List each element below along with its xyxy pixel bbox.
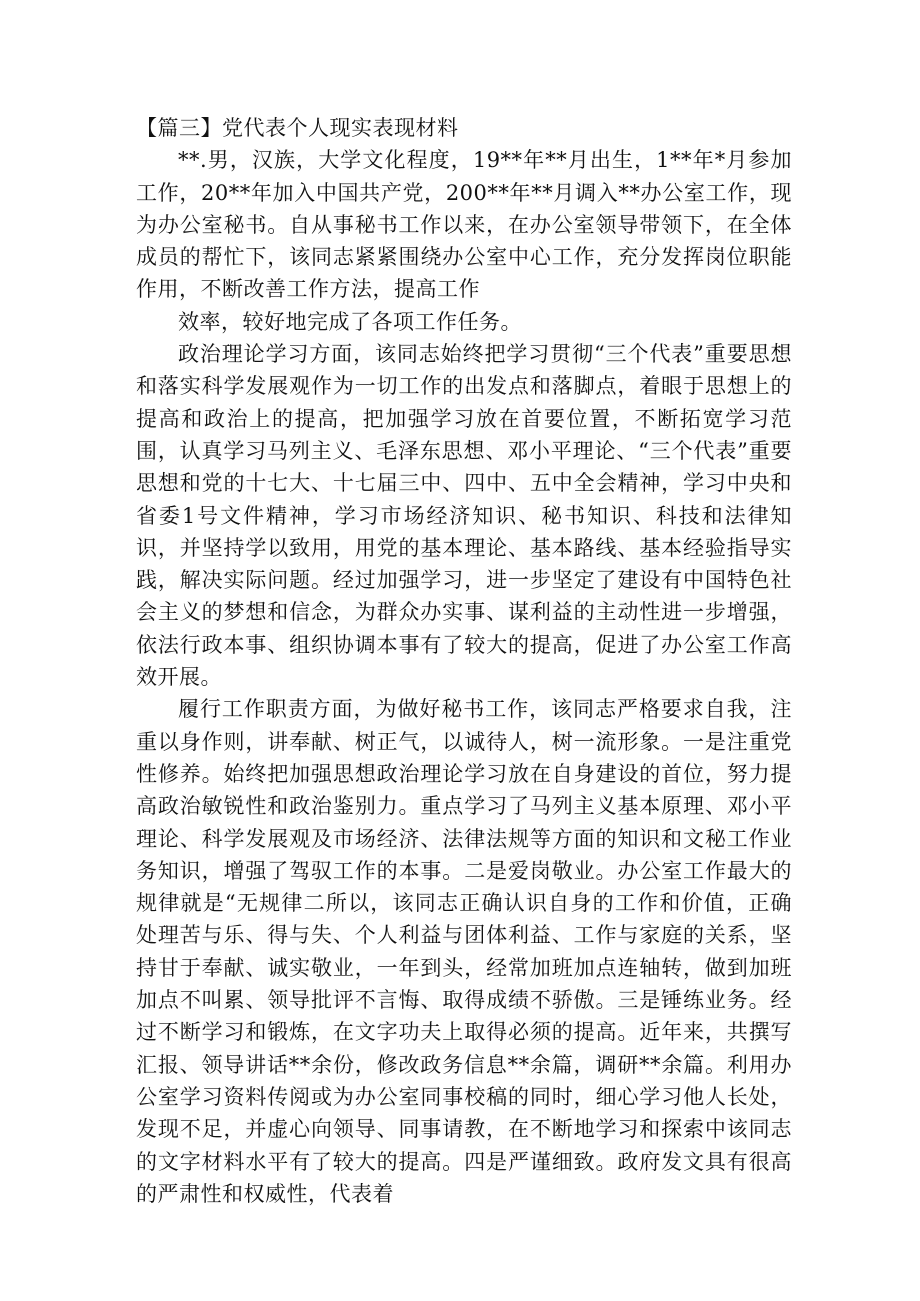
paragraph-intro-continued: 效率，较好地完成了各项工作任务。 — [178, 309, 522, 334]
paragraph-political-study: 政治理论学习方面，该同志始终把学习贯彻“三个代表”重要思想和落实科学发展观作为一切工作的出发点和落脚点，着眼于思想上的提高和政治上的提高，把加强学习放在首要位置，不断拓宽学习范围，认真学习马列主义、毛泽东思想、邓小平理论、“三个代表”重要思想和党的十七大、十七届三中、四中、五中全会精神，学习中央和省委1号文件精神，学习市场经济知识、秘书知识、科技和法律知识，并坚持学以致用，用党的基本理论、基本路线、基本经验指导实践，解决实际问题。经过加强学习，进一步坚定了建设有中国特色社会主义的梦想和信念，为群众办实事、谋利益的主动性进一步增强，依法行政本事、组织协调本事有了较大的提高，促进了办公室工作高效开展。 — [136, 342, 792, 690]
document-body — [136, 112, 792, 1210]
paragraph-job-duties: 履行工作职责方面，为做好秘书工作，该同志严格要求自我，注重以身作则，讲奉献、树正气，以诚待人，树一流形象。一是注重党性修养。始终把加强思想政治理论学习放在自身建设的首位，努力提高政治敏锐性和政治鉴别力。重点学习了马列主义基本原理、邓小平理论、科学发展观及市场经济、法律法规等方面的知识和文秘工作业务知识，增强了驾驭工作的本事。二是爱岗敬业。办公室工作最大的规律就是“无规律二所以，该同志正确认识自身的工作和价值，正确处理苦与乐、得与失、个人利益与团体利益、工作与家庭的关系，坚持甘于奉献、诚实敬业，一年到头，经常加班加点连轴转，做到加班加点不叫累、领导批评不言悔、取得成绩不骄傲。三是锤练业务。经过不断学习和锻炼，在文字功夫上取得必须的提高。近年来，共撰写汇报、领导讲话**余份，修改政务信息**余篇，调研**余篇。利用办公室学习资料传阅或为办公室同事校稿的同时，细心学习他人长处，发现不足，并虚心向领导、同事请教，在不断地学习和探索中该同志的文字材料水平有了较大的提高。四是严谨细致。政府发文具有很高的严肃性和权威性，代表着 — [136, 697, 792, 1206]
document-heading: 【篇三】党代表个人现实表现材料 — [136, 116, 459, 140]
paragraph-intro: **.男，汉族，大学文化程度，19**年**月出生，1**年*月参加工作，20**年加入中国共产党，200**年**月调入**办公室工作，现为办公室秘书。自从事秘书工作以来，在办公室领导带领下，在全体成员的帮忙下，该同志紧紧围绕办公室中心工作，充分发挥岗位职能作用，不断改善工作方法，提高工作 — [136, 148, 792, 302]
